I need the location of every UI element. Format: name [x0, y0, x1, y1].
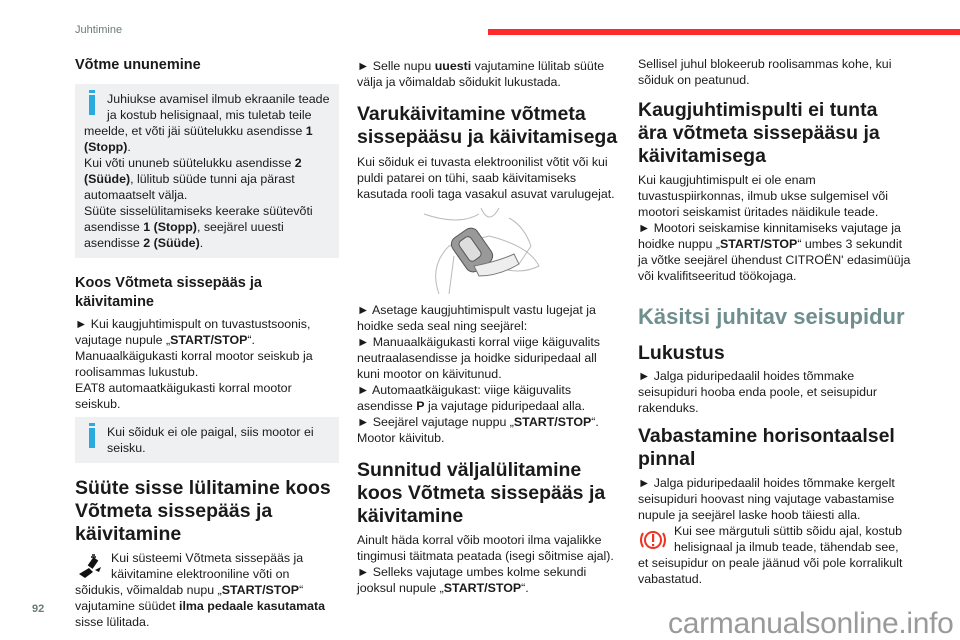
emphasis-text: P — [416, 399, 425, 413]
paragraph-keyless-stop — [75, 316, 340, 412]
emphasis-text: 2 (Süüde) — [84, 156, 302, 186]
paragraph-forced-stop — [357, 532, 622, 596]
text-run: ► Selle nupu — [357, 59, 435, 73]
text-run: Manuaalkäigukasti korral mootor seiskub ja roolisammas lukustub. — [75, 349, 313, 379]
text-run: ► Seejärel vajutage nuppu „ — [357, 415, 514, 429]
heading-ignition-on: Süüte sisse lülitamine koos Võtmeta sissepääs ja käivitamine — [75, 477, 331, 545]
heading-backup-start: Varukäivitamine võtmeta sissepääsu ja käivitamisega — [357, 103, 618, 148]
text-run: Kui see märgutuli süttib sõidu ajal, kostub helisignaal ja ilmub teade, tähendab see, et seisupidur on peale jäänud või pole korralikult vabastatud. — [638, 524, 903, 586]
paragraph-steering-lock — [638, 56, 912, 88]
text-run: ► Selleks vajutage umbes kolme sekundi jooksul nupule „ — [357, 565, 587, 595]
text-run: Kui kaugjuhtimispult ei ole enam tuvastuspiirkonnas, ilmub ukse sulgemisel või mootori seiskamist üritades näidikule teade. — [638, 173, 888, 219]
info-icon — [89, 428, 95, 448]
heading-locking: Lukustus — [638, 342, 725, 364]
text-run: . — [127, 140, 131, 154]
backup-reader-illustration — [419, 206, 549, 298]
text-run: ► Mootori seiskamise kinnitamiseks vajutage ja hoidke nuppu „ — [638, 221, 901, 251]
text-run: Sellisel juhul blokeerub roolisammas kohe, kui sõiduk on peatunud. — [638, 57, 892, 87]
paragraph-press-again — [357, 58, 622, 90]
column-1 — [75, 56, 340, 630]
text-run: ja vajutage piduripedaal alla. — [424, 399, 586, 413]
info-text — [84, 91, 331, 251]
paragraph-backup-steps — [357, 302, 622, 446]
heading-forced-stop: Sunnitud väljalülitamine koos Võtmeta sissepääs ja käivitamine — [357, 459, 606, 527]
emphasis-text: START/STOP — [443, 581, 522, 595]
info-box-not-stationary — [75, 417, 339, 463]
emphasis-text: 1 (Stopp) — [84, 124, 313, 154]
paragraph-backup-start — [357, 154, 622, 202]
heading-key-forgotten: Võtme ununemine — [75, 57, 201, 73]
text-run: vajutamine lülitab süüte välja ja võimaldab sõidukit lukustada. — [357, 59, 605, 89]
info-box-key-forgotten — [75, 84, 339, 258]
text-run: EAT8 automaatkäigukasti korral mootor seiskub. — [75, 381, 292, 411]
text-run: “. — [247, 333, 255, 347]
text-run: “. — [521, 581, 529, 595]
paragraph-locking — [638, 368, 912, 416]
heading-remote-not-recognised: Kaugjuhtimispulti ei tunta ära võtmeta sissepääsu ja käivitamisega — [638, 99, 880, 167]
heading-parking-brake: Käsitsi juhitav seisupidur — [638, 304, 905, 329]
text-run: ► Asetage kaugjuhtimispult vastu lugejat ja hoidke seda seal ning seejärel: — [357, 303, 596, 333]
keyless-key-icon — [75, 552, 105, 582]
paragraph-brake-warning — [638, 523, 912, 587]
text-run: “. — [591, 415, 599, 429]
emphasis-text: START/STOP — [513, 415, 592, 429]
text-run: Kui võti ununeb süütelukku asendisse — [84, 156, 295, 170]
text-run: ► Jalga piduripedaalil hoides tõmmake kergelt seisupiduri hoovast ning vajutage vabastamise nupule ja seejärel laske hoob täiesti alla. — [638, 476, 895, 522]
column-3 — [638, 56, 912, 587]
text-run: Kui süsteemi Võtmeta sissepääs ja käivitamine elektrooniline võti on sõidukis, võimaldab nupu „ — [75, 551, 304, 597]
text-run: Kui sõiduk ei tuvasta elektroonilist võtit või kui puldi patarei on tühi, saab käivitamiseks kasutada rooli taga vasakul asuvat varulugejat. — [357, 155, 615, 201]
text-run: ► Kui kaugjuhtimispult on tuvastustsoonis, vajutage nupule „ — [75, 317, 311, 347]
emphasis-text: ilma pedaale kasutamata — [179, 599, 326, 613]
heading-release-flat: Vabastamine horisontaalsel pinnal — [638, 425, 895, 470]
parking-brake-warning-icon — [638, 525, 668, 555]
emphasis-text: 1 (Stopp) — [143, 220, 197, 234]
text-run: Juhiukse avamisel ilmub ekraanile teade ja kostub helisignaal, mis tuletab teile meelde, et võti jäi süütelukku asendisse — [84, 92, 330, 138]
text-run: Süüte sisselülitamiseks keerake süütevõti asendisse — [84, 204, 313, 234]
paragraph-ignition-on — [75, 550, 340, 630]
text-run: ► Automaatkäigukast: viige käiguvalits asendisse — [357, 383, 572, 413]
column-2 — [357, 58, 622, 596]
text-run: , lülitub süüde tunni aja pärast automaatselt välja. — [84, 172, 295, 202]
text-run: ► Jalga piduripedaalil hoides tõmmake seisupiduri hooba enda poole, et seisupidur rakenduks. — [638, 369, 878, 415]
emphasis-text: 2 (Süüde) — [143, 236, 200, 250]
heading-keyless-stop: Koos Võtmeta sissepääs ja käivitamine — [75, 275, 262, 310]
info-icon — [89, 95, 95, 115]
header-accent-bar — [488, 29, 960, 35]
text-run: Mootor käivitub. — [357, 431, 445, 445]
emphasis-text: START/STOP — [719, 237, 798, 251]
emphasis-text: START/STOP — [221, 583, 300, 597]
text-run: “ umbes 3 sekundit ja võtke seejärel ühendust CITROËN' edasimüüja või kvalifitseeritud töökojaga. — [638, 237, 911, 283]
info-text — [84, 424, 331, 456]
text-run: sisse lülitada. — [75, 615, 150, 629]
page-number: 92 — [32, 603, 45, 615]
paragraph-release-flat — [638, 475, 912, 523]
paragraph-remote-not-recognised — [638, 172, 912, 284]
text-run: Ainult häda korral võib mootori ilma vajalikke tingimusi täitmata peatada (isegi sõitmise ajal). — [357, 533, 614, 563]
text-run: . — [199, 236, 204, 250]
emphasis-text: uuesti — [434, 59, 472, 73]
text-run: ► Manuaalkäigukasti korral viige käiguvalits neutraalasendisse ja hoidke siduripedaal all kuni mootor on käivitunud. — [357, 335, 600, 381]
emphasis-text: START/STOP — [170, 333, 248, 347]
text-run: “ vajutamine süüdet — [75, 583, 304, 613]
text-run: , seejärel uuesti asendisse — [84, 220, 284, 250]
text-run: Kui sõiduk ei ole paigal, siis mootor ei seisku. — [107, 425, 314, 455]
section-title: Juhtimine — [75, 24, 123, 36]
watermark[interactable]: carmanualsonline.info — [668, 607, 954, 640]
